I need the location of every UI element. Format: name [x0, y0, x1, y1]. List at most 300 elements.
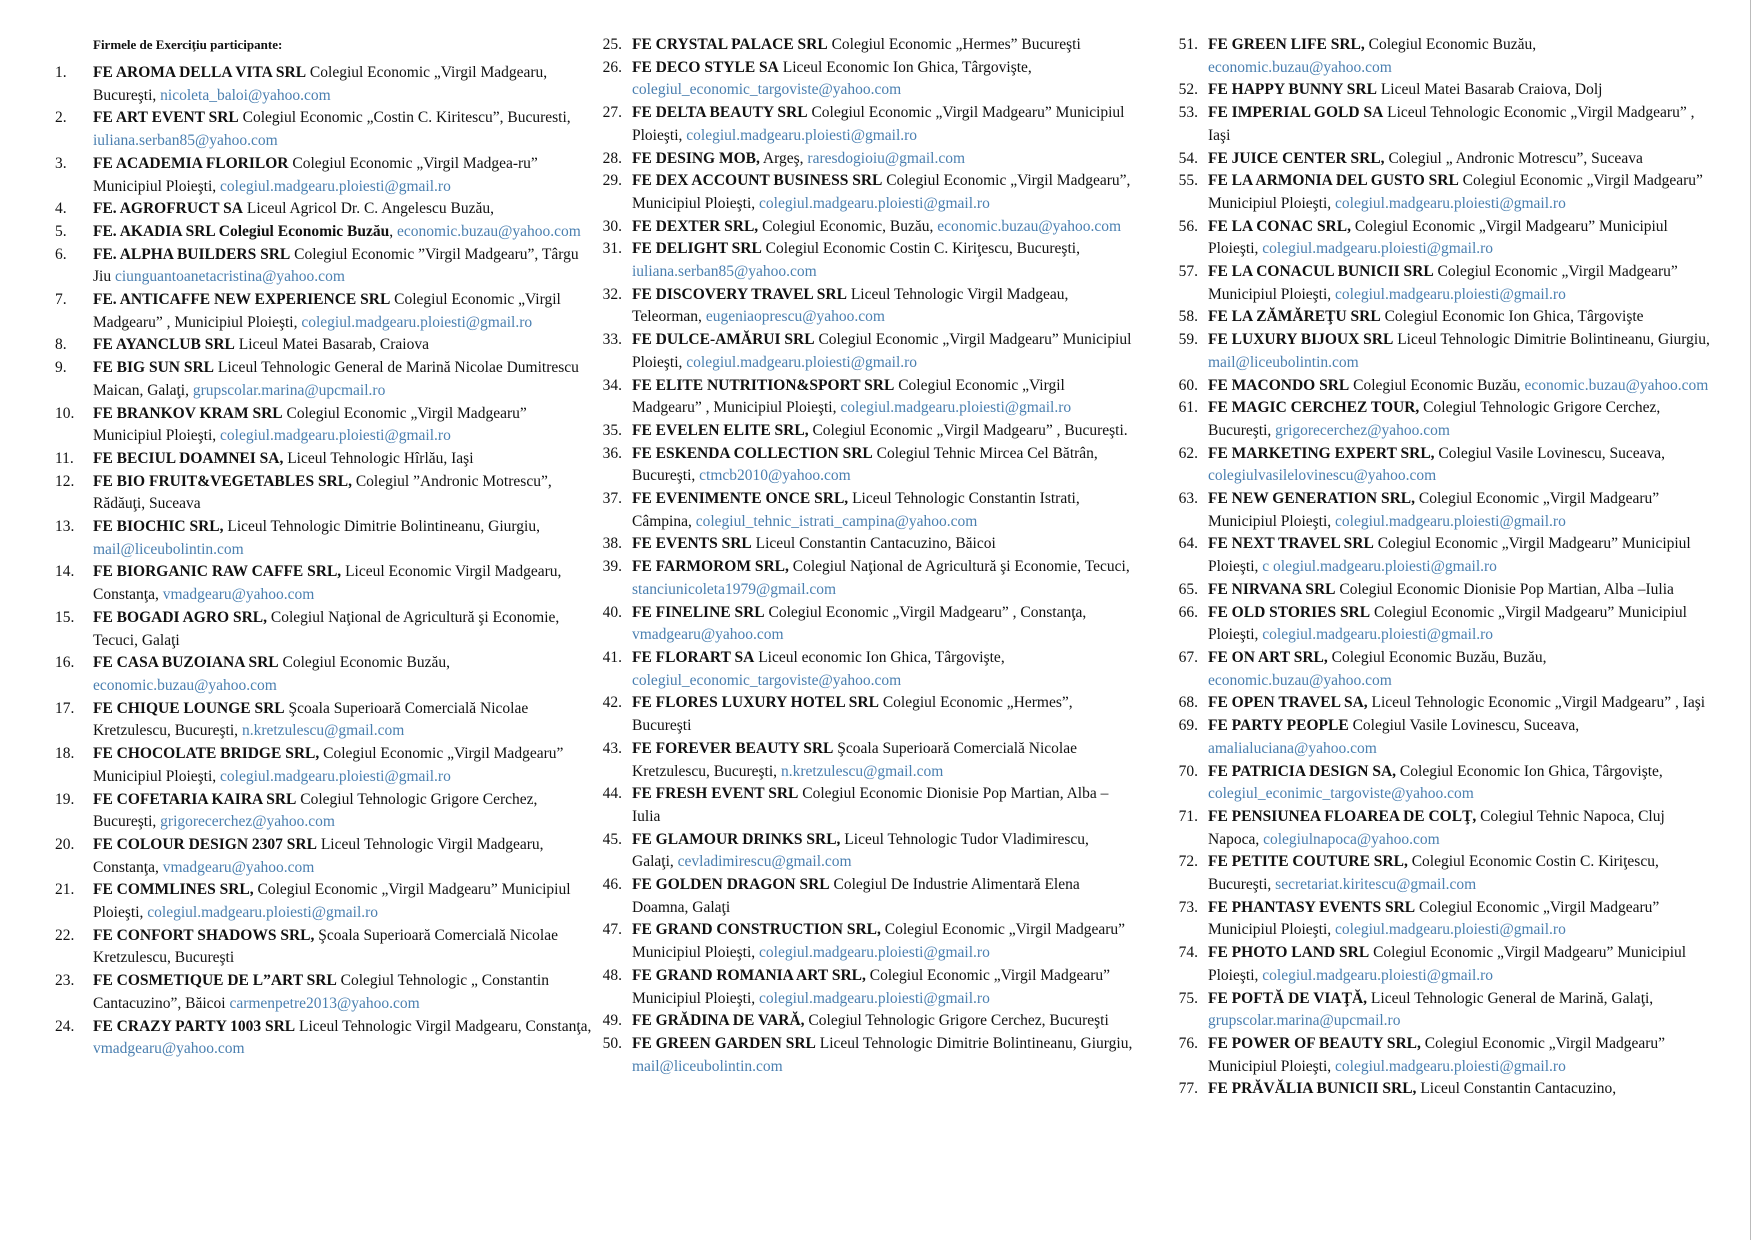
firm-name: FE GLAMOUR DRINKS SRL,	[632, 830, 841, 848]
list-item	[594, 556, 1134, 601]
entry-number: 64.	[1178, 535, 1198, 553]
entry-number: 18.	[55, 745, 75, 763]
list-item	[1170, 579, 1710, 602]
list-item	[55, 698, 595, 743]
school-info: Liceul Tehnologic Economic „Virgil Madgearu” , Iaşi	[1367, 694, 1706, 712]
entry-number: 1.	[55, 64, 67, 81]
entry-number: 39.	[602, 558, 622, 576]
firm-name: FE FOREVER BEAUTY SRL	[632, 739, 834, 757]
school-info: Liceul Matei Basarab, Craiova	[234, 336, 429, 354]
list-item	[594, 57, 1134, 102]
firm-name: FE. AGROFRUCT SA	[93, 200, 243, 218]
entry-number: 38.	[602, 535, 622, 553]
school-info: Colegiul ”Andronic Motrescu”, Rădăuţi, Suceava	[93, 472, 552, 513]
list-item	[594, 692, 1134, 737]
column-3	[1170, 34, 1710, 1101]
email-link[interactable]: stanciunicoleta1979@gmail.com	[632, 580, 837, 598]
school-info: Colegiul Economic „Virgil Madgearu” , Municipiul Ploieşti,	[93, 291, 561, 331]
email-link[interactable]: colegiul.madgearu.ploiesti@gmail.ro	[1335, 1057, 1566, 1075]
list-item	[1170, 488, 1710, 533]
list-item	[1170, 397, 1710, 442]
list-item	[1170, 329, 1710, 374]
firm-name: FE BIO FRUIT&VEGETABLES SRL,	[93, 472, 352, 490]
list-item	[1170, 170, 1710, 215]
firm-name: FE BIG SUN SRL	[93, 359, 215, 377]
firm-name: FE LA CONAC SRL,	[1208, 217, 1351, 235]
email-link[interactable]: n.kretzulescu@gmail.com	[241, 722, 405, 740]
list-item	[594, 829, 1134, 874]
email-link[interactable]: eugeniaoprescu@yahoo.com	[705, 308, 885, 326]
list-item	[55, 1016, 595, 1061]
email-link[interactable]: colegiul.madgearu.ploiesti@gmail.ro	[686, 353, 918, 371]
list-item	[1170, 34, 1710, 79]
list-item	[1170, 533, 1710, 578]
email-link[interactable]: economic.buzau@yahoo.com	[93, 676, 277, 694]
list-item	[55, 970, 595, 1015]
list-item	[594, 1033, 1134, 1078]
entry-number: 8.	[55, 336, 67, 354]
firm-name: FE EVENIMENTE ONCE SRL,	[632, 490, 849, 508]
list-item	[594, 443, 1134, 488]
entry-number: 69.	[1178, 717, 1198, 735]
firm-name: FE MARKETING EXPERT SRL,	[1208, 444, 1435, 462]
school-info: Argeş,	[759, 149, 808, 167]
list-item	[1170, 647, 1710, 692]
school-info: Liceul Tehnologic Virgil Madgearu, Constanţa,	[93, 835, 544, 876]
firm-name: FE NEW GENERATION SRL,	[1208, 490, 1415, 508]
school-info: Colegiul Economic „Virgil Madgearu” Municipiul Ploieşti,	[93, 404, 527, 445]
email-link[interactable]: colegiul_economic_targoviste@yahoo.com	[632, 671, 902, 689]
entry-number: 72.	[1178, 853, 1198, 871]
school-info: ,	[389, 222, 398, 240]
list-item	[1170, 375, 1710, 398]
school-info: Colegiul Tehnologic Grigore Cerchez, Bucureşti,	[93, 790, 538, 831]
firm-name: FE ELITE NUTRITION&SPORT SRL	[632, 376, 895, 394]
school-info: Colegiul Economic Ion Ghica, Târgovişte,	[1396, 762, 1663, 780]
list-item	[1170, 692, 1710, 715]
firm-name: FE GOLDEN DRAGON SRL	[632, 876, 830, 894]
entry-number: 32.	[602, 285, 622, 303]
firm-name: FE BRANKOV KRAM SRL	[93, 404, 283, 422]
school-info: Colegiul Vasile Lovinescu, Suceava,	[1348, 717, 1580, 735]
firm-name: FE PARTY PEOPLE	[1208, 717, 1349, 735]
email-link[interactable]: colegiul.madgearu.ploiesti@gmail.ro	[220, 427, 451, 445]
firm-name: FE DECO STYLE SA	[632, 58, 779, 76]
firm-name: FE AYANCLUB SRL	[93, 336, 235, 354]
school-info: Liceul Constantin Cantacuzino, Băicoi	[751, 535, 996, 553]
firm-name: FE GRAND ROMANIA ART SRL,	[632, 966, 866, 984]
school-info: Colegiul Economic Buzău,	[1364, 36, 1537, 53]
email-link[interactable]: vmadgearu@yahoo.com	[632, 626, 784, 644]
email-link[interactable]: economic.buzau@yahoo.com	[1208, 671, 1392, 689]
entry-number: 3.	[55, 154, 67, 172]
school-info: Şcoala Superioară Comercială Nicolae Kretzulescu, Bucureşti,	[93, 699, 529, 740]
email-link[interactable]: colegiul.madgearu.ploiesti@gmail.ro	[759, 944, 990, 962]
list-item	[594, 533, 1134, 556]
email-link[interactable]: economic.buzau@yahoo.com	[397, 222, 581, 240]
list-item	[55, 221, 595, 244]
entry-number: 49.	[602, 1012, 622, 1030]
firm-name: FE PHOTO LAND SRL	[1208, 944, 1370, 962]
school-info: Colegiul Economic „Virgil Madgearu” Municipiul Ploieşti,	[1208, 535, 1691, 576]
list-item	[594, 34, 1134, 57]
list-item	[1170, 988, 1710, 1033]
school-info: Colegiul Economic „Virgil Madgearu” Municipiul Ploieşti,	[1208, 603, 1687, 644]
email-link[interactable]: colegiul.madgearu.ploiesti@gmail.ro	[1335, 194, 1566, 212]
email-link[interactable]: colegiul.madgearu.ploiesti@gmail.ro	[759, 989, 990, 1007]
email-link[interactable]: colegiul.madgearu.ploiesti@gmail.ro	[220, 177, 451, 195]
entry-list	[55, 62, 595, 1061]
list-item	[594, 1010, 1134, 1033]
entry-number: 46.	[602, 876, 622, 894]
email-link[interactable]: c olegiul.madgearu.ploiesti@gmail.ro	[1262, 558, 1497, 576]
firm-name: FE ESKENDA COLLECTION SRL	[632, 444, 873, 462]
entry-number: 17.	[55, 699, 75, 717]
school-info: Liceul Tehnologic Tudor Vladimirescu, Galaţi,	[632, 830, 1089, 871]
email-link[interactable]: economic.buzau@yahoo.com	[937, 217, 1122, 235]
entry-number: 60.	[1178, 376, 1198, 394]
list-item	[1170, 79, 1710, 102]
email-link[interactable]: colegiul.madgearu.ploiesti@gmail.ro	[686, 126, 918, 144]
list-item	[594, 375, 1134, 420]
school-info: Colegiul Economic „Virgil Madgearu” Municipiul Ploieşti,	[632, 921, 1126, 962]
school-info: Colegiul Economic „Virgil Madgearu” , Constanţa,	[764, 603, 1087, 621]
email-link[interactable]: colegiul_economic_targoviste@yahoo.com	[632, 81, 902, 99]
firm-name: FE COLOUR DESIGN 2307 SRL	[93, 835, 317, 853]
email-link[interactable]: colegiul.madgearu.ploiesti@gmail.ro	[759, 194, 990, 212]
list-item	[55, 925, 595, 970]
email-link[interactable]: colegiulvasilelovinescu@yahoo.com	[1208, 467, 1437, 485]
school-info: Colegiul Economic „Virgil Madgearu” Municipiul Ploieşti,	[1208, 217, 1668, 258]
list-item	[1170, 942, 1710, 987]
school-info: Colegiul Economic, Buzău,	[758, 217, 938, 235]
school-info: Liceul Tehnologic General de Marină Nicolae Dumitrescu Maican, Galaţi,	[93, 359, 579, 399]
firm-name: FE ART EVENT SRL	[93, 109, 239, 127]
entry-number: 51.	[1178, 36, 1198, 53]
firm-name: FE GREEN GARDEN SRL	[632, 1034, 816, 1052]
entry-number: 71.	[1178, 807, 1198, 825]
list-item	[55, 607, 595, 652]
firm-name: FE PATRICIA DESIGN SA,	[1208, 762, 1397, 780]
school-info: Colegiul Economic Costin C. Kiriţescu, Bucureşti,	[1208, 853, 1659, 894]
entry-number: 30.	[602, 217, 622, 235]
list-item	[1170, 761, 1710, 806]
firm-name: FE NEXT TRAVEL SRL	[1208, 535, 1374, 553]
school-info: Colegiul Economic „Costin C. Kiritescu”, Bucuresti,	[238, 109, 571, 127]
firm-name: FE FINELINE SRL	[632, 603, 765, 621]
list-item	[55, 62, 595, 107]
list-item	[1170, 1078, 1710, 1101]
list-item	[55, 834, 595, 879]
email-link[interactable]: iuliana.serban85@yahoo.com	[632, 263, 817, 281]
entry-number: 21.	[55, 881, 75, 899]
list-item	[594, 874, 1134, 919]
school-info: Colegiul Tehnologic Grigore Cerchez, Bucureşti	[804, 1012, 1109, 1030]
firm-name: FE COFETARIA KAIRA SRL	[93, 790, 297, 808]
entry-number: 45.	[602, 830, 622, 848]
firm-name: FE FARMOROM SRL,	[632, 558, 789, 576]
entry-number: 19.	[55, 790, 75, 808]
entry-number: 20.	[55, 835, 75, 853]
email-link[interactable]: vmadgearu@yahoo.com	[162, 586, 315, 604]
firm-name: FE MACONDO SRL	[1208, 376, 1350, 394]
list-item	[55, 357, 595, 402]
school-info: Liceul Matei Basarab Craiova, Dolj	[1376, 81, 1603, 99]
firm-name: FE AROMA DELLA VITA SRL	[93, 64, 307, 81]
school-info: Liceul Tehnologic Economic „Virgil Madgearu” , Iaşi	[1208, 104, 1695, 144]
list-item	[594, 783, 1134, 828]
email-link[interactable]: grupscolar.marina@upcmail.ro	[1208, 1012, 1401, 1030]
school-info: Colegiul Tehnic Mircea Cel Bătrân, Bucureşti,	[632, 444, 1098, 485]
entry-number: 65.	[1178, 580, 1198, 598]
firm-name: FE. AKADIA SRL Colegiul Economic Buzău	[93, 222, 390, 240]
email-link[interactable]: colegiul.madgearu.ploiesti@gmail.ro	[1335, 285, 1566, 303]
list-item	[1170, 715, 1710, 760]
firm-name: FE LA ARMONIA DEL GUSTO SRL	[1208, 172, 1459, 190]
entry-number: 15.	[55, 608, 75, 626]
entry-number: 37.	[602, 490, 622, 508]
entry-number: 14.	[55, 563, 75, 581]
email-link[interactable]: grigorecerchez@yahoo.com	[1275, 421, 1450, 439]
school-info: Colegiul Economic „Virgil Madgearu” Municipiul Ploieşti,	[1208, 490, 1660, 530]
school-info: Colegiul Economic „Virgil Madgearu” Municipiul Ploieşti,	[632, 104, 1125, 144]
school-info: Colegiul Naţional de Agricultură şi Economie, Tecuci,	[788, 558, 1130, 576]
email-link[interactable]: ctmcb2010@yahoo.com	[699, 467, 851, 485]
school-info: Colegiul Economic „Hermes” Bucureşti	[827, 36, 1081, 53]
school-info: Liceul economic Ion Ghica, Târgovişte,	[754, 648, 1005, 666]
school-info: Colegiul Economic Buzău,	[1349, 376, 1525, 394]
firm-name: FE FRESH EVENT SRL	[632, 785, 799, 803]
email-link[interactable]: cevladimirescu@gmail.com	[677, 853, 852, 871]
entry-number: 50.	[602, 1034, 622, 1052]
email-link[interactable]: colegiul.madgearu.ploiesti@gmail.ro	[1335, 921, 1566, 939]
list-item	[55, 516, 595, 561]
entry-number: 61.	[1178, 399, 1198, 417]
entry-number: 54.	[1178, 149, 1198, 167]
firm-name: FE DISCOVERY TRAVEL SRL	[632, 285, 847, 303]
firm-name: FE BECIUL DOAMNEI SA,	[93, 449, 284, 467]
list-item	[55, 153, 595, 198]
firm-name: FE COSMETIQUE DE L”ART SRL	[93, 972, 337, 990]
school-info: Colegiul „ Andronic Motrescu”, Suceava	[1384, 149, 1643, 167]
school-info: Colegiul Economic Buzău, Buzău,	[1327, 648, 1547, 666]
school-info: Liceul Tehnologic Dimitrie Bolintineanu, Giurgiu,	[1393, 331, 1710, 349]
firm-name: FE DESING MOB,	[632, 149, 760, 167]
list-item	[55, 403, 595, 448]
list-item	[594, 329, 1134, 374]
email-link[interactable]: secretariat.kiritescu@gmail.com	[1275, 876, 1477, 894]
email-link[interactable]: raresdogioiu@gmail.com	[807, 149, 966, 167]
list-item	[55, 289, 595, 334]
entry-number: 52.	[1178, 81, 1198, 99]
entry-number: 53.	[1178, 104, 1198, 122]
email-link[interactable]: mail@liceubolintin.com	[1208, 353, 1359, 371]
firm-name: FE ON ART SRL,	[1208, 648, 1328, 666]
school-info: Colegiul Economic „Virgil Madgearu” Municipiul Ploieşti,	[1208, 172, 1703, 212]
entry-number: 36.	[602, 444, 622, 462]
school-info: Colegiul Economic „Virgil Madgearu, Bucureşti,	[93, 64, 548, 104]
list-item	[1170, 602, 1710, 647]
firm-name: FE POWER OF BEAUTY SRL,	[1208, 1034, 1421, 1052]
entry-number: 2.	[55, 109, 67, 127]
entry-number: 16.	[55, 654, 75, 672]
list-item	[1170, 851, 1710, 896]
entry-number: 40.	[602, 603, 622, 621]
list-item	[594, 919, 1134, 964]
school-info: Liceul Agricol Dr. C. Angelescu Buzău,	[243, 200, 494, 218]
list-item	[594, 738, 1134, 783]
email-link[interactable]: mail@liceubolintin.com	[632, 1057, 783, 1075]
email-link[interactable]: carmenpetre2013@yahoo.com	[229, 994, 420, 1012]
entry-number: 29.	[602, 172, 622, 190]
email-link[interactable]: colegiul.madgearu.ploiesti@gmail.ro	[840, 399, 1072, 417]
entry-number: 23.	[55, 972, 75, 990]
school-info: Liceul Economic Ion Ghica, Târgovişte,	[778, 58, 1032, 76]
entry-number: 28.	[602, 149, 622, 167]
list-item	[1170, 216, 1710, 261]
firm-name: FE OLD STORIES SRL	[1208, 603, 1371, 621]
email-link[interactable]: vmadgearu@yahoo.com	[93, 1040, 245, 1058]
entry-number: 12.	[55, 472, 75, 490]
list-item	[594, 148, 1134, 171]
firm-name: FE CHOCOLATE BRIDGE SRL,	[93, 745, 320, 763]
firm-name: FE CRYSTAL PALACE SRL	[632, 36, 828, 53]
entry-number: 43.	[602, 739, 622, 757]
list-item	[1170, 443, 1710, 488]
list-item	[55, 652, 595, 697]
firm-name: FE BIORGANIC RAW CAFFE SRL,	[93, 563, 342, 581]
entry-number: 67.	[1178, 648, 1198, 666]
firm-name: FE FLORES LUXURY HOTEL SRL	[632, 694, 879, 712]
school-info: Colegiul Economic „Virgil Madgearu” , Municipiul Ploieşti,	[632, 376, 1065, 417]
firm-name: FE FLORART SA	[632, 648, 755, 666]
page-heading: Firmele de Exerciţiu participante:	[93, 37, 283, 52]
email-link[interactable]: iuliana.serban85@yahoo.com	[93, 132, 278, 150]
entry-number: 47.	[602, 921, 622, 939]
entry-number: 63.	[1178, 490, 1198, 508]
list-item	[55, 107, 595, 152]
entry-number: 76.	[1178, 1034, 1198, 1052]
email-link[interactable]: vmadgearu@yahoo.com	[162, 858, 315, 876]
list-item	[594, 216, 1134, 239]
list-item	[594, 170, 1134, 215]
firm-name: FE. ALPHA BUILDERS SRL	[93, 245, 291, 263]
firm-name: FE NIRVANA SRL	[1208, 580, 1336, 598]
entry-number: 22.	[55, 926, 75, 944]
email-link[interactable]: economic.buzau@yahoo.com	[1208, 58, 1392, 76]
firm-name: FE BIOCHIC SRL,	[93, 518, 224, 536]
email-link[interactable]: amalialuciana@yahoo.com	[1208, 739, 1377, 757]
entry-number: 34.	[602, 376, 622, 394]
email-link[interactable]: mail@liceubolintin.com	[93, 540, 244, 558]
email-link[interactable]: colegiul.madgearu.ploiesti@gmail.ro	[301, 313, 533, 331]
list-item	[594, 602, 1134, 647]
email-link[interactable]: colegiul.madgearu.ploiesti@gmail.ro	[1262, 966, 1494, 984]
firm-name: FE EVELEN ELITE SRL,	[632, 421, 809, 439]
entry-number: 55.	[1178, 172, 1198, 190]
email-link[interactable]: ciunguantoanetacristina@yahoo.com	[114, 268, 345, 286]
entry-number: 35.	[602, 421, 622, 439]
entry-number: 26.	[602, 58, 622, 76]
email-link[interactable]: colegiul_econimic_targoviste@yahoo.com	[1208, 785, 1474, 803]
school-info: Colegiul Economic „Virgil Madgearu” Municipiul Ploieşti,	[1208, 1034, 1666, 1075]
firm-name: FE HAPPY BUNNY SRL	[1208, 81, 1377, 99]
list-item	[55, 198, 595, 221]
email-link[interactable]: grupscolar.marina@upcmail.ro	[192, 381, 386, 399]
entry-number: 57.	[1178, 263, 1198, 281]
school-info: Colegiul Economic „Virgil Madgearu” Municipiul Ploieşti,	[632, 966, 1110, 1007]
entry-number: 41.	[602, 648, 622, 666]
email-link[interactable]: colegiul.madgearu.ploiesti@gmail.ro	[1262, 626, 1494, 644]
page-edge	[1750, 0, 1751, 1240]
school-info: Colegiul Economic Buzău,	[278, 654, 450, 672]
list-item	[594, 965, 1134, 1010]
school-info: Liceul Tehnologic Virgil Madgearu, Constanţa,	[295, 1017, 592, 1035]
email-link[interactable]: colegiul.madgearu.ploiesti@gmail.ro	[220, 767, 451, 785]
school-info: Colegiul Tehnologic Grigore Cerchez, Bucureşti,	[1208, 399, 1661, 439]
entry-number: 75.	[1178, 989, 1198, 1007]
firm-name: FE MAGIC CERCHEZ TOUR,	[1208, 399, 1420, 417]
firm-name: FE PENSIUNEA FLOAREA DE COLŢ,	[1208, 807, 1477, 825]
school-info: Liceul Tehnologic Dimitrie Bolintineanu, Giurgiu,	[815, 1034, 1133, 1052]
email-link[interactable]: economic.buzau@yahoo.com	[1524, 376, 1709, 394]
email-link[interactable]: nicoleta_baloi@yahoo.com	[160, 86, 331, 104]
firm-name: FE. ANTICAFFE NEW EXPERIENCE SRL	[93, 291, 391, 309]
firm-name: FE ACADEMIA FLORILOR	[93, 154, 289, 172]
entry-number: 13.	[55, 518, 75, 536]
email-link[interactable]: grigorecerchez@yahoo.com	[160, 813, 335, 831]
firm-name: FE PHANTASY EVENTS SRL	[1208, 898, 1416, 916]
list-item	[594, 488, 1134, 533]
school-info: Liceul Tehnologic Virgil Madgeau, Teleorman,	[632, 285, 1069, 326]
school-info: Liceul Economic Virgil Madgearu, Constanţa,	[93, 563, 562, 604]
firm-name: FE GRĂDINA DE VARĂ,	[632, 1012, 805, 1030]
school-info: Colegiul Economic „Virgil Madgearu” Municipiul Ploieşti,	[632, 331, 1132, 371]
email-link[interactable]: colegiul.madgearu.ploiesti@gmail.ro	[1335, 512, 1566, 530]
firm-name: FE LA CONACUL BUNICII SRL	[1208, 263, 1434, 281]
school-info: Colegiul Economic Ion Ghica, Târgovişte	[1380, 308, 1644, 326]
school-info: Colegiul Tehnologic „ Constantin Cantacuzino”, Băicoi	[93, 972, 549, 1012]
entry-number: 56.	[1178, 217, 1198, 235]
email-link[interactable]: n.kretzulescu@gmail.com	[780, 762, 944, 780]
list-item	[594, 238, 1134, 283]
list-item	[1170, 261, 1710, 306]
list-item	[55, 561, 595, 606]
school-info: Colegiul Economic Dionisie Pop Martian, Alba –Iulia	[632, 785, 1109, 825]
firm-name: FE CONFORT SHADOWS SRL,	[93, 926, 315, 944]
entry-number: 74.	[1178, 944, 1198, 962]
list-item	[594, 647, 1134, 692]
firm-name: FE DELTA BEAUTY SRL	[632, 104, 808, 122]
email-link[interactable]: colegiulnapoca@yahoo.com	[1263, 830, 1440, 848]
firm-name: FE DEXTER SRL,	[632, 217, 759, 235]
school-info: Colegiul Economic „Virgil Madgearu” Municipiul Ploieşti,	[93, 745, 564, 785]
firm-name: FE DULCE-AMĂRUI SRL	[632, 331, 815, 349]
entry-list	[594, 34, 1134, 1078]
school-info: Colegiul Economic Dionisie Pop Martian, Alba –Iulia	[1335, 580, 1674, 598]
firm-name: FE DEX ACCOUNT BUSINESS SRL	[632, 172, 883, 190]
school-info: Colegiul De Industrie Alimentară Elena Doamna, Galaţi	[632, 876, 1080, 916]
email-link[interactable]: colegiul_tehnic_istrati_campina@yahoo.com	[695, 512, 978, 530]
entry-number: 48.	[602, 966, 622, 984]
school-info: Liceul Tehnologic Constantin Istrati, Câmpina,	[632, 490, 1080, 530]
firm-name: FE IMPERIAL GOLD SA	[1208, 104, 1384, 122]
email-link[interactable]: colegiul.madgearu.ploiesti@gmail.ro	[1262, 240, 1494, 258]
list-item	[1170, 148, 1710, 171]
school-info: Colegiul Naţional de Agricultură şi Economie, Tecuci, Galaţi	[93, 608, 560, 649]
entry-number: 27.	[602, 104, 622, 122]
email-link[interactable]: colegiul.madgearu.ploiesti@gmail.ro	[147, 904, 379, 922]
